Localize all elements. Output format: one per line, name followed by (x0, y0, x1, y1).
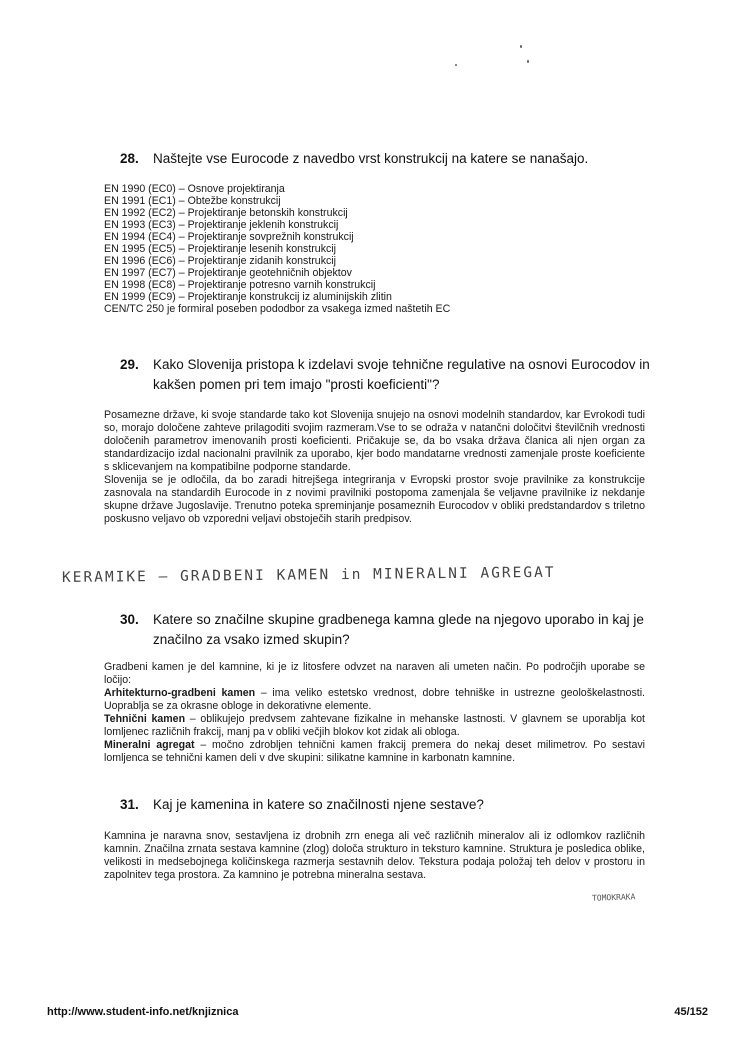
list-item: EN 1998 (EC8) – Projektiranje potresno varnih konstrukcij (104, 279, 376, 292)
answer-paragraph: Slovenija se je odločila, da bo zaradi hitrejšega integriranja v Evropski prostor svoje pravilnike za konstrukcije zasnovala na standardih Eurocode in z novimi pravilniki postopoma zamenjala še veljavne pravilnike iz nekdanje skupne države Jugoslavije. Trenutno poteka spreminjanje posameznih Eurocodov v obliki predstandardov s triletno poskusno veljavo ob vzporedni veljavi obstoječih starih predpisov. (104, 474, 645, 525)
list-item: EN 1996 (EC6) – Projektiranje zidanih konstrukcij (104, 255, 336, 268)
list-item: EN 1991 (EC1) – Obtežbe konstrukcij (104, 195, 281, 208)
list-item: EN 1994 (EC4) – Projektiranje sovprežnih konstrukcij (104, 231, 354, 244)
question-30 (120, 610, 650, 650)
group-desc: – oblikujejo predvsem zahtevane fizikalne in mehanske lastnosti. V glavnem se uporablja kot lomljenec različnih frakcij, manj pa v obliki večjih blokov kot zidak ali obloga. (104, 713, 645, 738)
list-item: EN 1995 (EC5) – Projektiranje lesenih konstrukcij (104, 243, 336, 256)
scan-speck (520, 45, 522, 48)
list-item: EN 1997 (EC7) – Projektiranje geotehničnih objektov (104, 267, 352, 280)
question-29 (120, 355, 650, 395)
question-text: Kako Slovenija pristopa k izdelavi svoje tehnične regulative na osnovi Eurocodov in kakšen pomen pri tem imajo "prosti koeficienti"? (153, 357, 650, 392)
group-item (104, 687, 645, 713)
eurocode-list (104, 183, 664, 316)
group-term: Tehnični kamen (104, 713, 186, 725)
group-term: Mineralni agregat (104, 739, 195, 751)
scan-speck (527, 60, 529, 63)
footer-page-number: 45/152 (674, 1006, 708, 1018)
group-desc: – močno zdrobljen tehnični kamen frakcij premera do nekaj deset milimetrov. Po sestavi lomljenca se tehnični kamen deli v dve skupini: silikatne kamnine in karbonatn kamnine. (104, 739, 645, 764)
question-28 (120, 149, 650, 169)
group-item (104, 713, 645, 739)
answer-29 (104, 409, 645, 526)
answer-paragraph: Kamnina je naravna snov, sestavljena iz drobnih zrn enega ali več različnih mineralov ali iz odlomkov različnih kamnin. Značilna zrnata sestava kamnine (zlog) določa strukturo in teksturo kamnine. Struktura je posledica oblike, velikosti in medsebojnega količinskega razmerja sestavnih delov. Tekstura podaja položaj teh delov v prostoru in zapolnitev tega prostora. Za kamnino je potrebna mineralna sestava. (104, 830, 645, 881)
group-desc: – ima veliko estetsko vrednost, dobre tehniške in ustrezne geološkelastnosti. Uoprablja se za okrasne obloge in dekorativne elemente. (104, 687, 645, 712)
answer-31 (104, 830, 645, 882)
handwritten-note: KERAMIKE – GRADBENI KAMEN in MINERALNI AGREGAT (61, 564, 556, 586)
scan-speck (455, 64, 457, 66)
list-item: EN 1999 (EC9) – Projektiranje konstrukcij iz aluminijskih zlitin (104, 291, 392, 304)
question-31 (120, 795, 650, 815)
footer-url[interactable]: http://www.student-info.net/knjiznica (47, 1006, 239, 1018)
question-text: Kaj je kamenina in katere so značilnosti njene sestave? (153, 797, 484, 812)
question-text: Katere so značilne skupine gradbenega kamna glede na njegovo uporabo in kaj je značilno za vsako izmed skupin? (153, 612, 644, 647)
question-number: 30. (120, 612, 139, 627)
question-number: 31. (120, 797, 139, 812)
margin-note: TOMOKRAKA (591, 892, 636, 903)
question-number: 29. (120, 357, 139, 372)
answer-paragraph: Posamezne države, ki svoje standarde tako kot Slovenija snujejo na osnovi modelnih standardov, kar Evrokodi tudi so, morajo določene zahteve prilagoditi svojim razmeram.Vse to se odraža v natančni določitvi številčnih vrednosti določenih parametrov imenovanih prosti koeficienti. Pričakuje se, da bo vsaka država članica ali njen organ za standardizacijo izdal nacionalni pravilnik za uporabo, kjer bodo mandatarne vrednosti zamenjale proste koeficiente s sklicevanjem na kompatibilne podporne standarde. (104, 409, 645, 473)
group-item (104, 739, 645, 765)
list-item: EN 1992 (EC2) – Projektiranje betonskih konstrukcij (104, 207, 348, 220)
list-item: EN 1993 (EC3) – Projektiranje jeklenih konstrukcij (104, 219, 339, 232)
list-item: CEN/TC 250 je formiral poseben pododbor za vsakega izmed naštetih EC (104, 303, 451, 316)
answer-intro: Gradbeni kamen je del kamnine, ki je iz litosfere odvzet na naraven ali umeten način. Po področjih uporabe se ločijo: (104, 661, 645, 686)
question-text: Naštejte vse Eurocode z navedbo vrst konstrukcij na katere se nanašajo. (153, 151, 589, 166)
group-term: Arhitekturno-gradbeni kamen (104, 687, 256, 699)
answer-30 (104, 661, 645, 765)
question-number: 28. (120, 151, 139, 166)
list-item: EN 1990 (EC0) – Osnove projektiranja (104, 183, 285, 195)
